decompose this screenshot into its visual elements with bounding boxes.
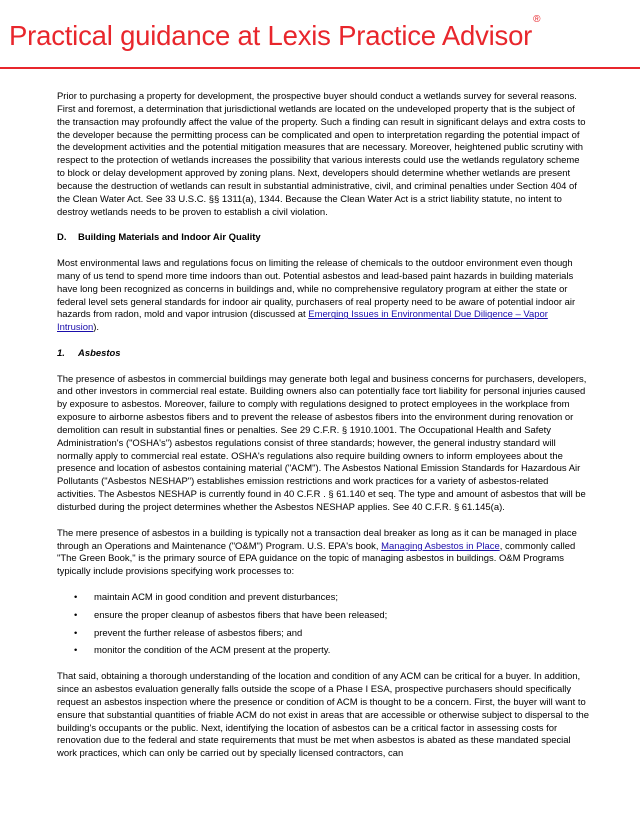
page-header (0, 0, 640, 68)
managing-asbestos-link[interactable]: Managing Asbestos in Place (381, 540, 500, 552)
paragraph-text: The mere presence of asbestos in a building is typically not a transaction deal breaker as long as it can be managed in place through an Operations and Maintenance ("O&M") Program. U.S. EPA's book, (57, 527, 577, 552)
list-item-text: monitor the condition of the ACM present at the property. (94, 645, 331, 657)
bullet-icon: • (74, 645, 78, 657)
header-divider (0, 67, 640, 69)
paragraph-asbestos-concerns: The presence of asbestos in commercial buildings may generate both legal and business concerns for purchasers, developers, and other investors in commercial real estate. Building owners also can potentially face tort liability for personal injuries caused by exposure to asbestos. Moreover, failure to comply with regulations designed to protect employees in the workplace from exposure to airborne asbestos fibers and to prevent the release of asbestos fibers into the environment during renovation or demolition can result in substantial fines or penalties. See 29 C.F.R. § 1910.1001. The Occupational Health and Safety Administration's ("OSHA's") asbestos regulations consist of three standards; however, the general industry standard will normally apply to commercial real estate. OSHA's regulations also require building owners to inform employees about the presence and location of asbestos containing material ("ACM"). The Asbestos National Emission Standards for Hazardous Air Pollutants ("Asbestos NESHAP") establishes emission restrictions and work practices for a variety of asbestos-related activities. The Asbestos NESHAP is currently found in 40 C.F.R . § 61.140 et seq. The type and amount of asbestos that will be disturbed during the project determines whether the Asbestos NESHAP applies. See 40 C.F.R. § 61.145(a). (57, 373, 587, 513)
list-item (57, 645, 589, 658)
paragraph-text: , commonly called "The Green Book," is the primary source of EPA guidance on the topic of managing asbestos in buildings. O&M Programs typically include provisions specifying work processes to: (57, 540, 576, 578)
paragraph-om-program (57, 528, 589, 579)
subsection-number: 1. (57, 347, 65, 359)
document-body (57, 91, 589, 774)
list-item-text: ensure the proper cleanup of asbestos fibers that have been released; (94, 609, 388, 621)
list-item (57, 628, 589, 641)
section-letter: D. (57, 232, 67, 244)
paragraph-wetlands: Prior to purchasing a property for development, the prospective buyer should conduct a wetlands survey for several reasons. First and foremost, a determination that jurisdictional wetlands are located on the undeveloped property that is the subject of the transaction may profoundly affect the value of the property. Such a finding can result in significant delays and extra costs to the developer because the permitting process can be complicated and open to interpretation regarding the potential impact of the development activities and the potential mitigation measures that are necessary. Moreover, heightened public scrutiny with respect to the protection of wetlands increases the possibility that various interests could use the wetlands regulatory scheme to block or delay development approved by zoning plans. Next, developers should determine whether wetlands are present because the destruction of wetlands can result in substantial administrative, civil, and criminal penalties under Section 404 of the Clean Water Act. See 33 U.S.C. §§ 1311(a), 1344. Because the Clean Water Act is a strict liability statute, no intent to destroy wetlands needs to be proven to establish a civil violation. (57, 91, 586, 218)
section-title: Building Materials and Indoor Air Quality (78, 232, 261, 244)
paragraph-text: Most environmental laws and regulations focus on limiting the release of chemicals to the outdoor environment even though many of us tend to spend more time indoors than out. Potential asbestos and lead-based paint hazards in building materials have long been recognized as concerns in buildings and, while no comprehensive regulatory program at either the state or federal level sets general standards for indoor air quality, purchasers of real property need to be aware of potential indoor air hazards from radon, mold and vapor intrusion (discussed at (57, 257, 576, 321)
paragraph-text: ). (93, 322, 99, 334)
registered-trademark-icon: ® (533, 14, 541, 25)
paragraph-indoor-air (57, 258, 589, 335)
bullet-icon: • (74, 591, 78, 603)
list-item (57, 610, 589, 623)
brand-title (9, 14, 541, 52)
section-heading-d (57, 232, 589, 245)
subsection-title: Asbestos (78, 347, 121, 359)
list-item-text: maintain ACM in good condition and prevent disturbances; (94, 591, 338, 603)
om-process-list (57, 592, 589, 658)
bullet-icon: • (74, 627, 78, 639)
vapor-intrusion-link[interactable]: Emerging Issues in Environmental Due Diligence – Vapor Intrusion (57, 309, 548, 334)
paragraph-inspection: That said, obtaining a thorough understanding of the location and condition of any ACM can be critical for a buyer. In addition, since an asbestos evaluation generally falls outside the scope of a Phase I ESA, prospective purchasers should specifically request an asbestos inspection where the presence or condition of ACM is thought to be a concern. First, the buyer will want to ensure that substantial quantities of friable ACM do not exist in areas that are accessible or otherwise subject to dispersal to the building's occupants or the public. Next, identifying the location of asbestos can be a critical factor in assessing costs for renovation due to the federal and state requirements that must be met when asbestos is abated as these mandated special work practices, which can only be carried out by specially licensed contractors, can (57, 671, 589, 760)
list-item-text: prevent the further release of asbestos fibers; and (94, 627, 303, 639)
list-item (57, 592, 589, 605)
subsection-heading-asbestos (57, 348, 589, 361)
brand-title-text: Practical guidance at Lexis Practice Advisor (9, 20, 533, 51)
bullet-icon: • (74, 609, 78, 621)
